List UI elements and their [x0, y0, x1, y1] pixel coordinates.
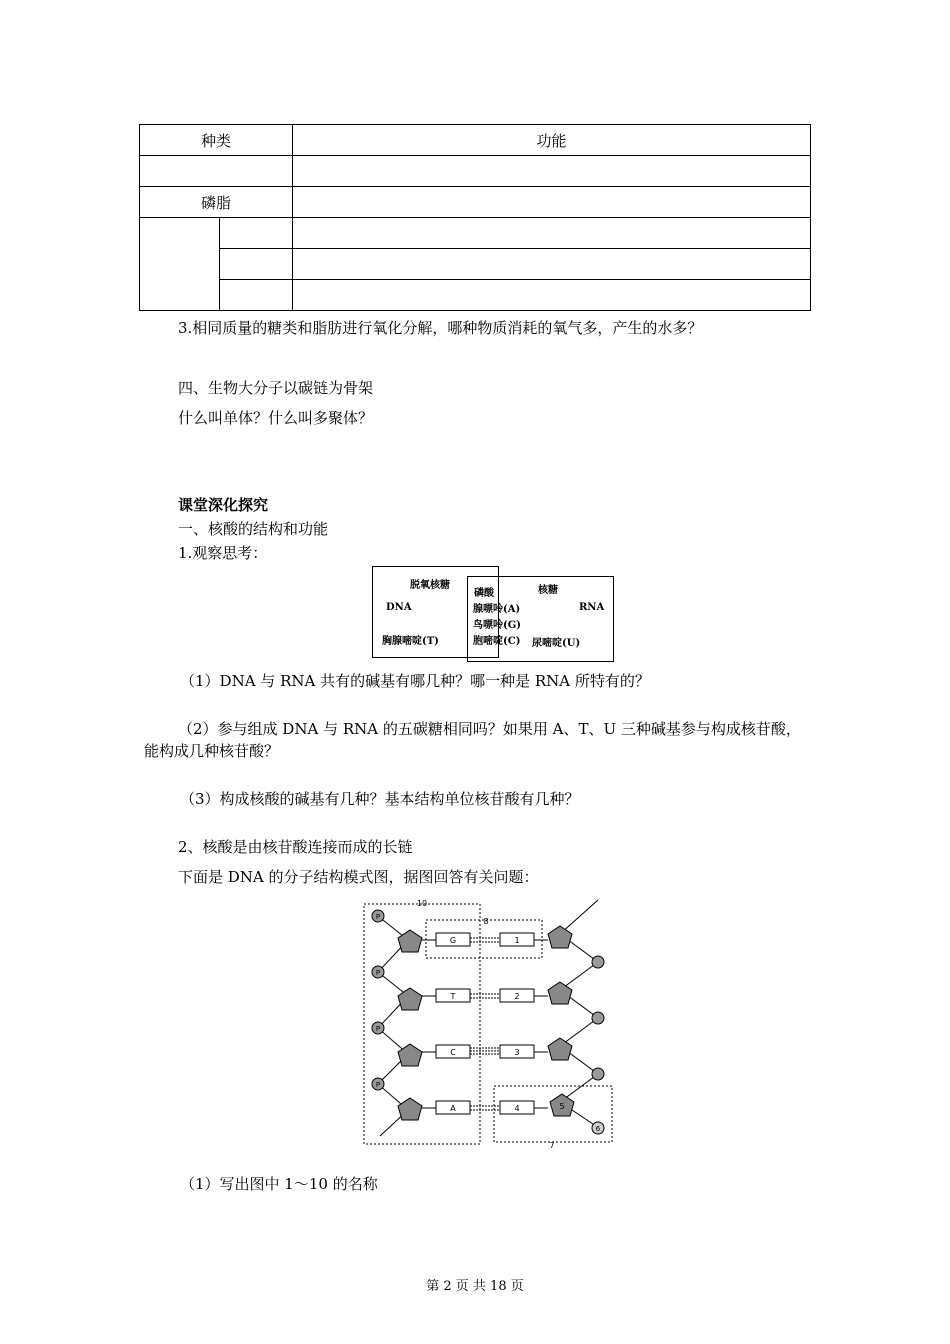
cell-subtype	[220, 280, 293, 311]
base-label: A	[450, 1104, 456, 1113]
lipid-function-table	[139, 124, 811, 311]
venn-ribose: 核糖	[538, 585, 558, 596]
phosphate-label: P	[375, 1025, 381, 1033]
dna-figure-intro: 下面是 DNA 的分子结构模式图，据图回答有关问题：	[178, 868, 539, 886]
heading-nucleic-acid: 一、核酸的结构和功能	[178, 520, 329, 538]
question-base-count: （3）构成核酸的碱基有几种？基本结构单位核苷酸有几种？	[180, 790, 580, 808]
question-name-labels: （1）写出图中 1～10 的名称	[180, 1175, 378, 1193]
deoxyribose-pentagon	[398, 930, 422, 952]
venn-shared-adenine: 腺嘌呤(A)	[473, 604, 521, 615]
table-header-row	[140, 125, 811, 156]
base-pair-row	[398, 982, 572, 1010]
label-6: 6	[595, 1125, 601, 1133]
cell-type: 磷脂	[140, 187, 293, 218]
observe-think-label: 1.观察思考：	[178, 544, 268, 562]
base-label: T	[450, 992, 456, 1001]
section-heading-carbon-skeleton: 四、生物大分子以碳链为骨架	[178, 379, 374, 397]
table-row	[140, 218, 811, 249]
dna-structure-diagram	[358, 892, 620, 1148]
base-pair-row	[398, 1094, 574, 1120]
phosphate	[592, 1012, 604, 1024]
base-label: C	[450, 1048, 456, 1057]
venn-deoxyribose: 脱氧核糖	[410, 580, 450, 591]
question-pentose-line2: 能构成几种核苷酸？	[144, 742, 280, 760]
table-row	[140, 156, 811, 187]
label-8: 8	[483, 917, 489, 926]
venn-rna-label: RNA	[579, 602, 605, 613]
base-label: G	[449, 936, 457, 945]
table-row	[140, 249, 811, 280]
number-label: 3	[514, 1048, 520, 1057]
heading-classroom-inquiry: 课堂深化探究	[178, 496, 269, 514]
venn-diagram	[372, 566, 614, 662]
number-label: 2	[514, 992, 520, 1001]
number-label: 1	[514, 936, 520, 945]
venn-shared-cytosine: 胞嘧啶(C)	[473, 636, 521, 647]
venn-thymine: 胸腺嘧啶(T)	[382, 636, 439, 647]
deoxyribose-pentagon	[548, 926, 572, 948]
header-type: 种类	[140, 125, 293, 156]
deoxyribose-pentagon	[398, 1098, 422, 1120]
phosphate-label: P	[375, 913, 381, 921]
base-pair-row	[398, 1038, 572, 1066]
page-footer: 第 2 页 共 18 页	[426, 1279, 524, 1294]
deoxyribose-pentagon	[548, 982, 572, 1004]
question-sugar-fat-oxidation: 3.相同质量的糖类和脂肪进行氧化分解，哪种物质消耗的氧气多，产生的水多？	[178, 319, 703, 337]
heading-nucleotide-chain: 2、核酸是由核苷酸连接而成的长链	[178, 838, 413, 856]
venn-dna-label: DNA	[386, 602, 412, 613]
phosphate-label: P	[375, 1081, 381, 1089]
question-shared-bases: （1）DNA 与 RNA 共有的碱基有哪几种？哪一种是 RNA 所特有的？	[180, 672, 650, 690]
table-row	[140, 187, 811, 218]
deoxyribose-pentagon	[398, 1044, 422, 1066]
number-label: 4	[514, 1104, 520, 1113]
phosphate	[592, 956, 604, 968]
label-5: 5	[559, 1102, 565, 1111]
header-function: 功能	[293, 125, 811, 156]
phosphate-label: P	[375, 969, 381, 977]
cell-function	[293, 280, 811, 311]
venn-shared-phosphate: 磷酸	[474, 588, 494, 599]
venn-uracil: 尿嘧啶(U)	[532, 638, 581, 649]
deoxyribose-pentagon	[548, 1038, 572, 1060]
cell-function	[293, 249, 811, 280]
cell-type	[140, 156, 293, 187]
table-row	[140, 280, 811, 311]
cell-function	[293, 218, 811, 249]
phosphate	[592, 1068, 604, 1080]
cell-type	[140, 218, 220, 311]
label-7: 7	[549, 1141, 555, 1148]
question-monomer-polymer: 什么叫单体？什么叫多聚体？	[178, 409, 374, 427]
cell-function	[293, 156, 811, 187]
question-pentose-line1: （2）参与组成 DNA 与 RNA 的五碳糖相同吗？如果用 A、T、U 三种碱基参与构成核苷酸，	[178, 720, 801, 738]
cell-subtype	[220, 249, 293, 280]
base-pair-row	[398, 926, 572, 952]
label-10: 10	[416, 899, 428, 908]
venn-shared-guanine: 鸟嘌呤(G)	[473, 620, 522, 631]
cell-function	[293, 187, 811, 218]
cell-subtype	[220, 218, 293, 249]
